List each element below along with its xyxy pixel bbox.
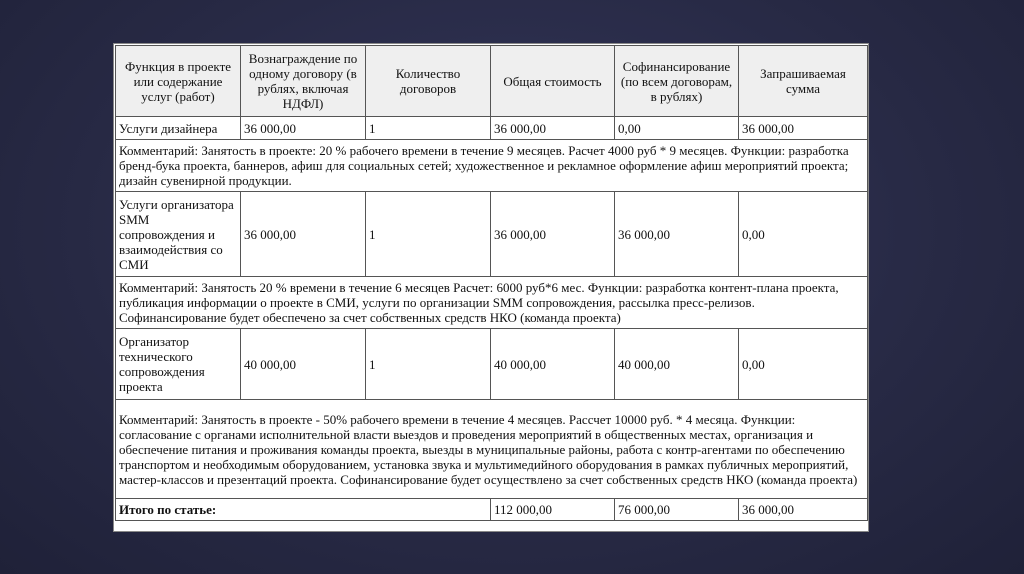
- total-label: Итого по статье:: [116, 499, 491, 521]
- cell-total-cost: 36 000,00: [491, 117, 615, 140]
- cell-count: 1: [366, 192, 491, 277]
- table-row: [116, 329, 868, 400]
- comment-row: [116, 277, 868, 329]
- cell-cofinancing: 0,00: [615, 117, 739, 140]
- table-row: [116, 192, 868, 277]
- header-function: Функция в проекте или содержание услуг (работ): [116, 46, 241, 117]
- cell-function: Услуги дизайнера: [116, 117, 241, 140]
- cell-fee: 40 000,00: [241, 329, 366, 400]
- table-header-row: [116, 46, 868, 117]
- header-count: Количество договоров: [366, 46, 491, 117]
- budget-table: [115, 45, 868, 521]
- cell-function: Организатор технического сопровождения проекта: [116, 329, 241, 400]
- comment-text: Комментарий: Занятость 20 % времени в течение 6 месяцев Расчет: 6000 руб*6 мес. Функции: разработка контент-плана проекта, публикация информации о проекте в СМИ, услуги по организации SMM сопровождения, рассылка пресс-релизов. Софинансирование будет обеспечено за счет собственных средств НКО (команда проекта): [116, 277, 868, 329]
- cell-total-cost: 40 000,00: [491, 329, 615, 400]
- cell-count: 1: [366, 117, 491, 140]
- cell-function: Услуги организатора SMM сопровождения и взаимодействия со СМИ: [116, 192, 241, 277]
- total-requested: 36 000,00: [739, 499, 868, 521]
- cell-total-cost: 36 000,00: [491, 192, 615, 277]
- table-row: [116, 117, 868, 140]
- cell-requested: 0,00: [739, 192, 868, 277]
- cell-fee: 36 000,00: [241, 192, 366, 277]
- header-total-cost: Общая стоимость: [491, 46, 615, 117]
- cell-fee: 36 000,00: [241, 117, 366, 140]
- comment-text: Комментарий: Занятость в проекте - 50% рабочего времени в течение 4 месяцев. Рассчет 10000 руб. * 4 месяца. Функции: согласование с органами исполнительной власти выездов и проведения мероприятий в общественных местах, организация и обеспечение питания и проживания команды проекта, выезды в муниципальные районы, работа с контр-агентами по обеспечению транспортом и необходимым оборудованием, установка звука и мультимедийного оборудования в рамках публичных мероприятий, мастер-классов и презентаций проекта. Софинансирование будет осуществлено за счет собственных средств НКО (команда проекта): [116, 400, 868, 499]
- cell-count: 1: [366, 329, 491, 400]
- comment-text: Комментарий: Занятость в проекте: 20 % рабочего времени в течение 9 месяцев. Расчет 4000 руб * 9 месяцев. Функции: разработка бренд-бука проекта, баннеров, афиш для социальных сетей; художественное и рекламное оформление афиш мероприятий проекта; дизайн сувенирной продукции.: [116, 140, 868, 192]
- cell-cofinancing: 40 000,00: [615, 329, 739, 400]
- total-cofinancing: 76 000,00: [615, 499, 739, 521]
- total-row: [116, 499, 868, 521]
- header-requested: Запрашиваемая сумма: [739, 46, 868, 117]
- total-cost: 112 000,00: [491, 499, 615, 521]
- header-fee: Вознаграждение по одному договору (в рублях, включая НДФЛ): [241, 46, 366, 117]
- comment-row: [116, 140, 868, 192]
- cell-cofinancing: 36 000,00: [615, 192, 739, 277]
- header-cofinancing: Софинансирование (по всем договорам, в рублях): [615, 46, 739, 117]
- cell-requested: 36 000,00: [739, 117, 868, 140]
- comment-row: [116, 400, 868, 499]
- cell-requested: 0,00: [739, 329, 868, 400]
- budget-table-frame: [113, 43, 869, 532]
